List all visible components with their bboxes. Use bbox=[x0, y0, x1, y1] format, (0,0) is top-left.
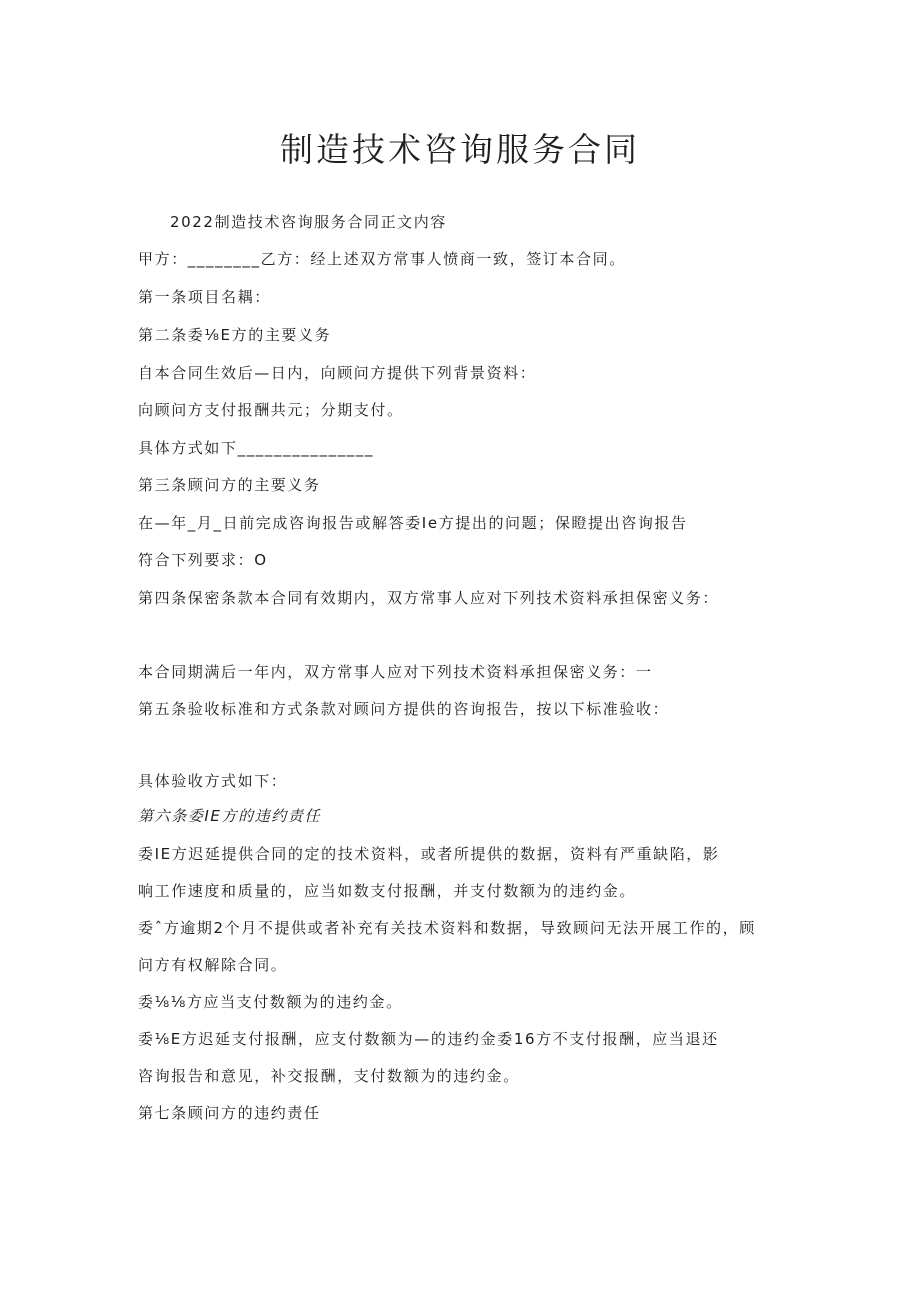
article-6-heading: 第六条委IE方的违约责任 bbox=[138, 807, 322, 825]
paragraph-line: 符合下列要求：O bbox=[138, 551, 268, 569]
article-4-heading: 第四条保密条款本合同有效期内，双方常事人应对下列技术资料承担保密义务： bbox=[138, 589, 720, 607]
article-3-heading: 第三条顾问方的主要义务 bbox=[138, 476, 321, 494]
document-subtitle: 2022制造技术咨询服务合同正文内容 bbox=[170, 213, 447, 231]
paragraph-line: 响工作速度和质量的，应当如数支付报酬，并支付数额为的违约金。 bbox=[138, 882, 637, 900]
paragraph-line: 在—年_月_日前完成咨询报告或解答委Ie方提出的问题；保瞪提出咨询报告 bbox=[138, 514, 688, 532]
paragraph-line: 委ˆ方逾期2个月不提供或者补充有关技术资料和数据，导致顾问无法开展工作的，顾 bbox=[138, 919, 756, 937]
paragraph-line: 具体验收方式如下： bbox=[138, 772, 288, 790]
article-2-heading: 第二条委⅛E方的主要义务 bbox=[138, 326, 332, 344]
paragraph-line: 本合同期满后一年内，双方常事人应对下列技术资料承担保密义务：一 bbox=[138, 663, 653, 681]
paragraph-line: 委⅛E方迟延支付报酬，应支付数额为—的违约金委16方不支付报酬，应当退还 bbox=[138, 1030, 719, 1048]
paragraph-line: 向顾问方支付报酬共元；分期支付。 bbox=[138, 401, 404, 419]
paragraph-line: 具体方式如下_______________ bbox=[138, 439, 375, 457]
paragraph-line: 问方有权解除合同。 bbox=[138, 956, 288, 974]
paragraph-line: 委⅛⅛方应当支付数额为的违约金。 bbox=[138, 993, 403, 1011]
paragraph-line: 委IE方迟延提供合同的定的技术资料，或者所提供的数据，资料有严重缺陷，影 bbox=[138, 845, 720, 863]
paragraph-line: 咨询报告和意见，补交报酬，支付数额为的违约金。 bbox=[138, 1067, 520, 1085]
article-7-heading: 第七条顾问方的违约责任 bbox=[138, 1104, 321, 1122]
paragraph-line: 自本合同生效后—日内，向顾问方提供下列背景资料： bbox=[138, 364, 537, 382]
article-5-heading: 第五条验收标准和方式条款对顾问方提供的咨询报告，按以下标准验收： bbox=[138, 700, 670, 718]
article-1-heading: 第一条项目名耦： bbox=[138, 288, 271, 306]
parties-line: 甲方：________乙方：经上述双方常事人愤商一致，签订本合同。 bbox=[138, 250, 626, 268]
document-title: 制造技术咨询服务合同 bbox=[280, 130, 640, 169]
